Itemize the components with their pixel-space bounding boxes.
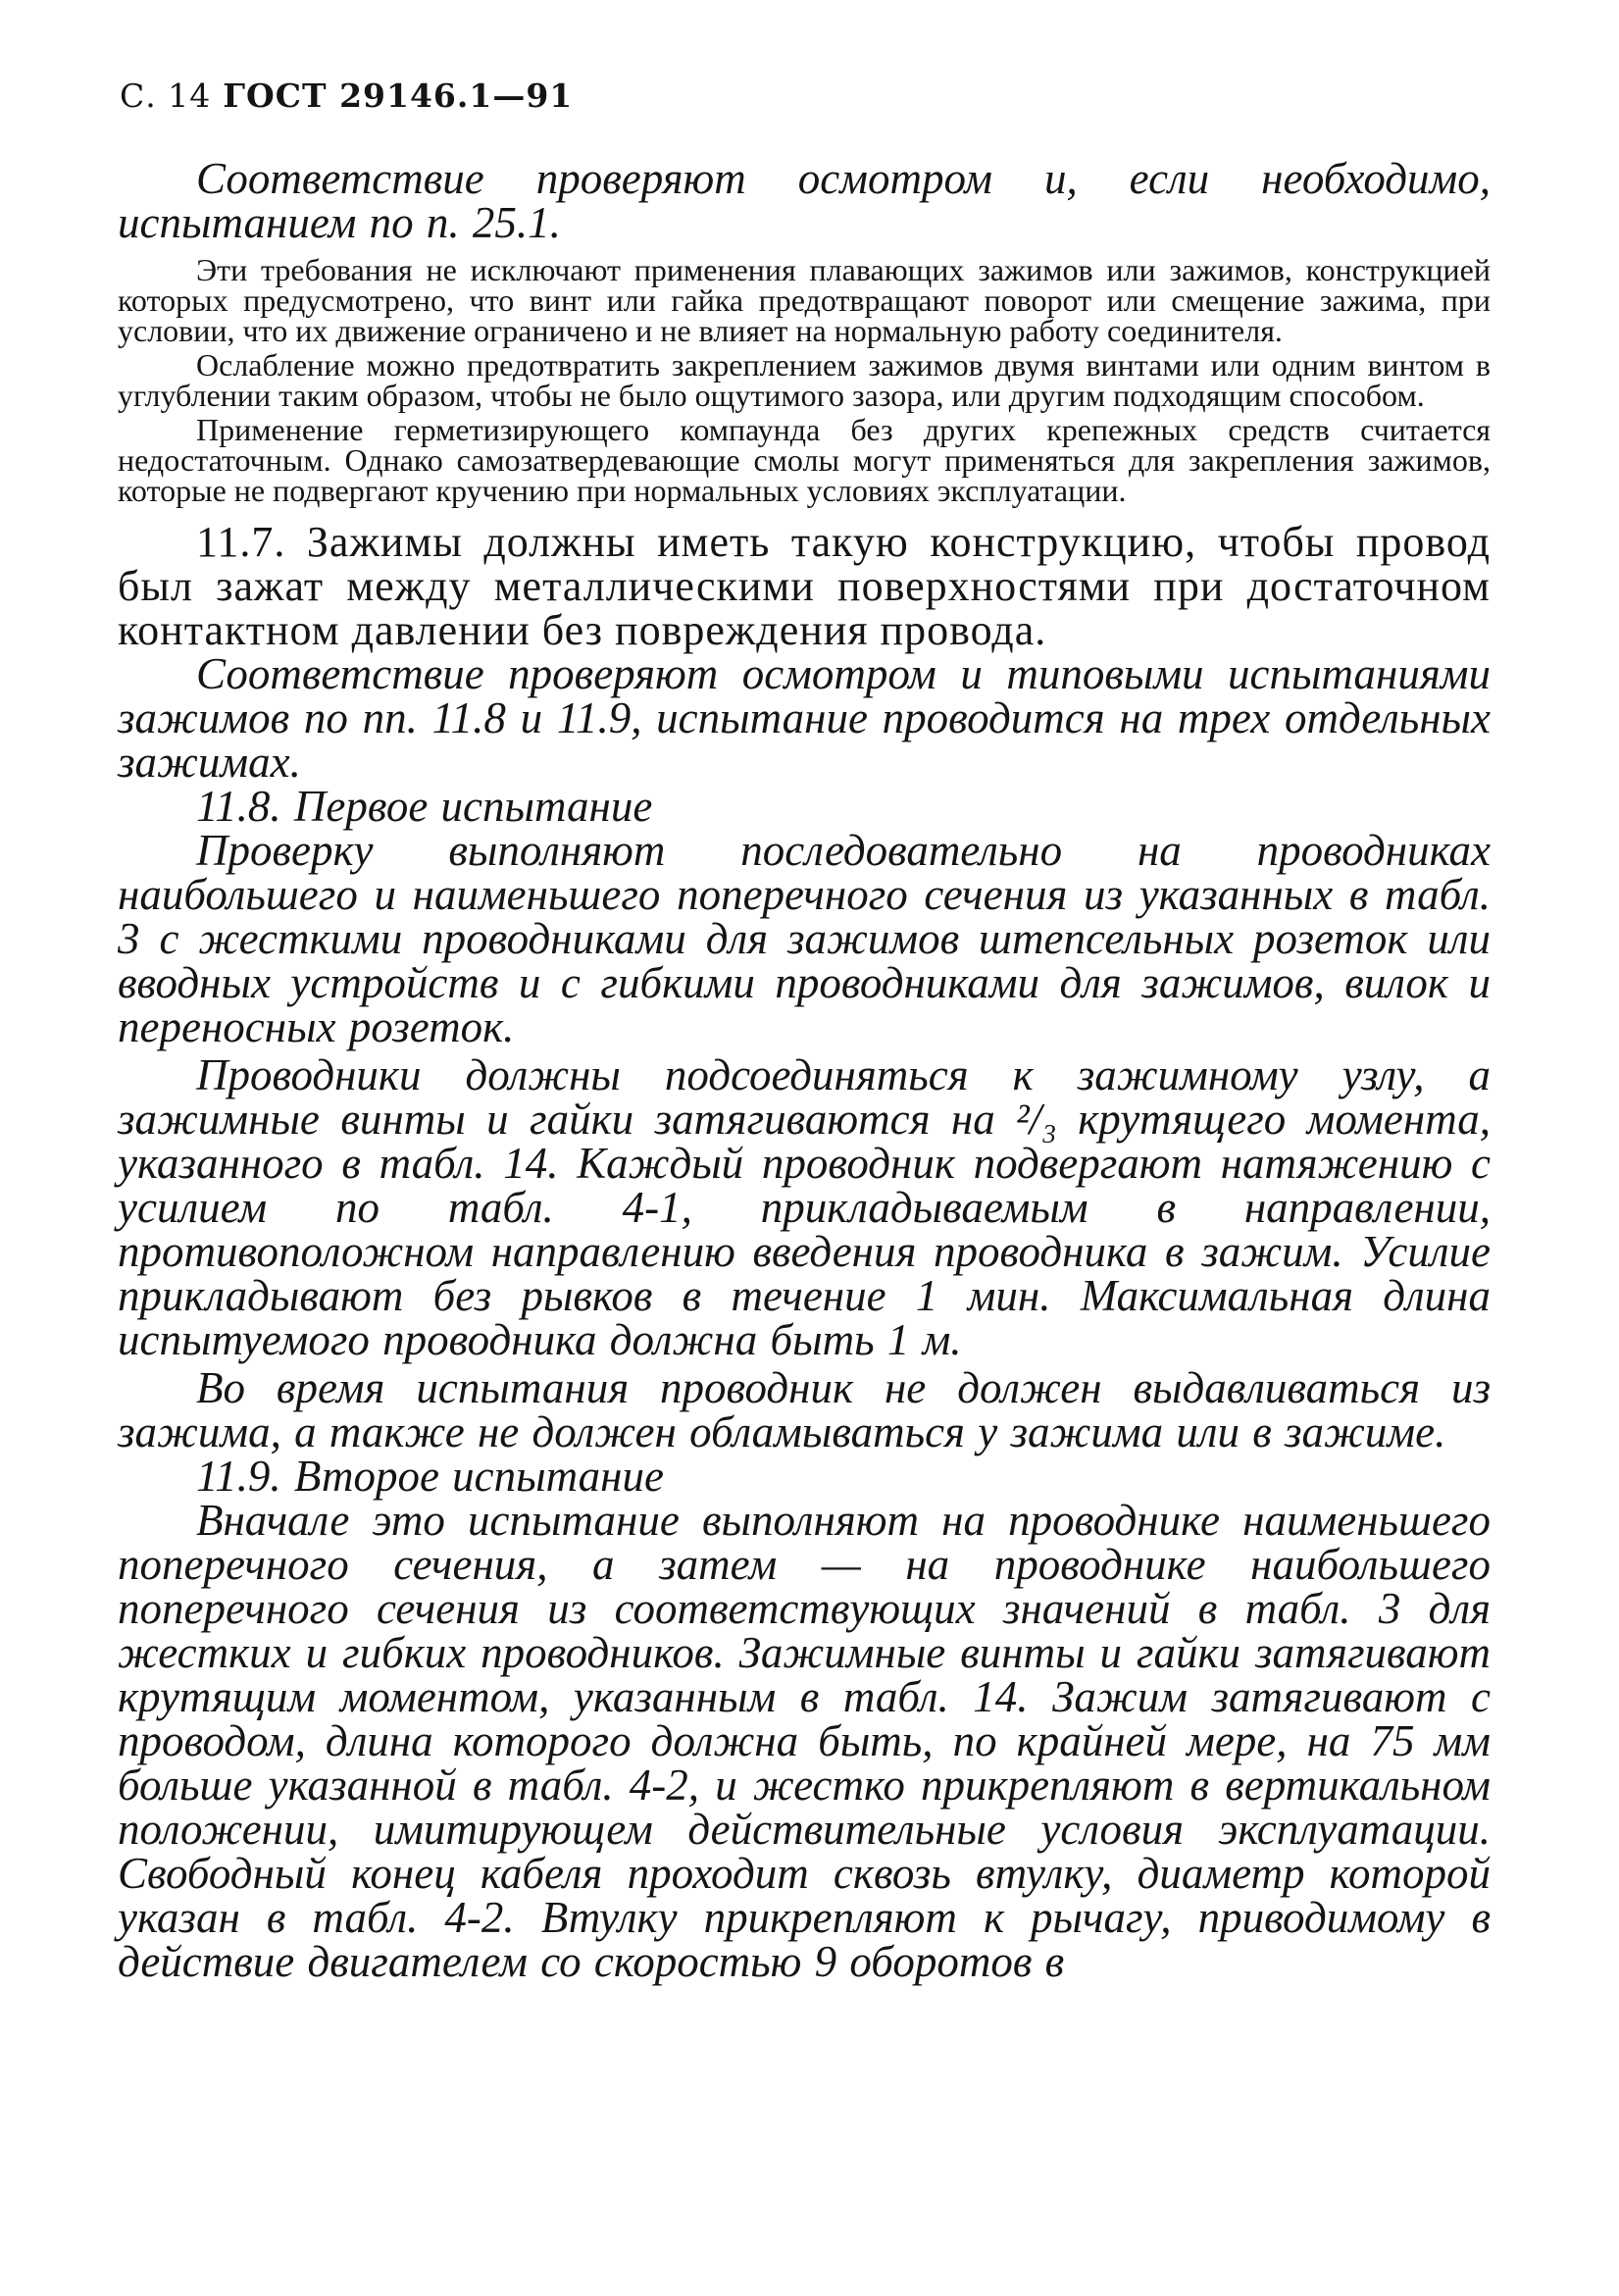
- clause-11-8-heading: 11.8. Первое испытание: [196, 782, 653, 831]
- clause-11-9-heading: 11.9. Второе испытание: [196, 1452, 664, 1501]
- compliance-paragraph-1: Соответствие проверяют осмотром и, если необходимо, испытанием по п. 25.1.: [118, 154, 1491, 247]
- note-paragraph-3: Применение герметизирующего компаунда без других крепежных средств считается недостаточным. Однако самозатвердевающие смолы могут применяться для закрепления зажимов, которые не подвергают кручению при нормальных условиях эксплуатации.: [118, 412, 1491, 508]
- clause-11-8-para-2: Проводники должны подсоединяться к зажимному узлу, а зажимные винты и гайки затягиваются на ²/₃ крутящего момента, указанного в табл. 14. Каждый проводник подвергают натяжению с усилием по табл. 4-1, прикладываемым в направлении, противоположном направлению введения проводника в зажим. Усилие прикладывают без рывков в течение 1 мин. Максимальная длина испытуемого проводника должна быть 1 м.: [118, 1050, 1491, 1364]
- clause-11-8-para-3: Во время испытания проводник не должен выдавливаться из зажима, а также не должен обламываться у зажима или в зажиме.: [118, 1363, 1491, 1456]
- page-header: [120, 77, 573, 115]
- note-paragraph-1: Эти требования не исключают применения плавающих зажимов или зажимов, конструкцией которых предусмотрено, что винт или гайка предотвращают поворот или смещение зажима, при условии, что их движение ограничено и не влияет на нормальную работу соединителя.: [118, 252, 1491, 348]
- page-number: С. 14: [120, 77, 212, 115]
- clause-11-9-para-1: Вначале это испытание выполняют на проводнике наименьшего поперечного сечения, а затем — на проводнике наибольшего поперечного сечения из соответствующих значений в табл. 3 для жестких и гибких проводников. Зажимные винты и гайки затягивают крутящим моментом, указанным в табл. 14. Зажим затягивают с проводом, длина которого должна быть, по крайней мере, на 75 мм больше указанной в табл. 4-2, и жестко прикрепляют в вертикальном положении, имитирующем действительные условия эксплуатации. Свободный конец кабеля проходит сквозь втулку, диаметр которой указан в табл. 4-2. Втулку прикрепляют к рычагу, приводимому в действие двигателем со скоростью 9 оборотов в: [118, 1496, 1491, 1986]
- clause-11-8-para-1: Проверку выполняют последовательно на проводниках наибольшего и наименьшего поперечного сечения из указанных в табл. 3 с жесткими проводниками для зажимов штепсельных розеток или вводных устройств и с гибкими проводниками для зажимов, вилок и переносных розеток.: [118, 826, 1491, 1051]
- note-paragraph-2: Ослабление можно предотвратить закреплением зажимов двумя винтами или одним винтом в углублении таким образом, чтобы не было ощутимого зазора, или другим подходящим способом.: [118, 347, 1491, 413]
- standard-number: ГОСТ 29146.1—91: [223, 77, 574, 115]
- clause-11-7: 11.7. Зажимы должны иметь такую конструкцию, чтобы провод был зажат между металлическими поверхностями при достаточном контактном давлении без повреждения провода.: [118, 518, 1491, 654]
- document-body: [118, 154, 1491, 1986]
- compliance-paragraph-2: Соответствие проверяют осмотром и типовыми испытаниями зажимов по пп. 11.8 и 11.9, испытание проводится на трех отдельных зажимах.: [118, 649, 1491, 787]
